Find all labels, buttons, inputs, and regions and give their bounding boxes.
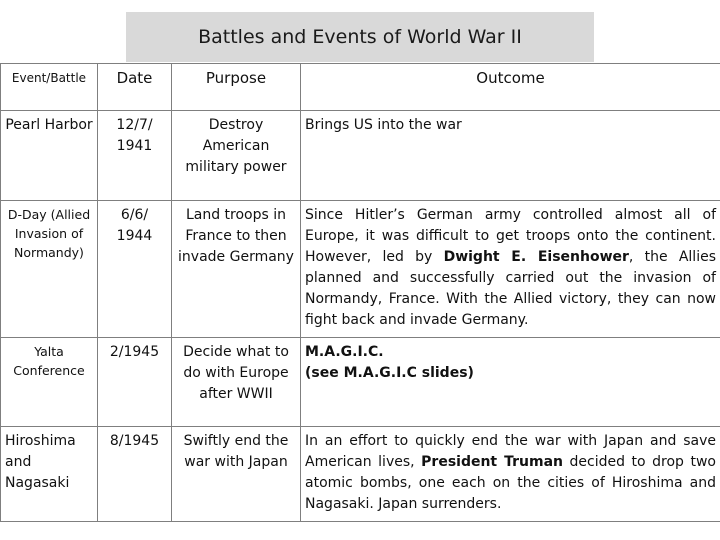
outcome-text: decided to drop two atomic bombs, one each on the cities of Hiroshima and Nagasaki. Japan surrenders. [305, 454, 716, 512]
header-event: Event/Battle [1, 64, 98, 111]
date-cell: 12/7/ 1941 [98, 111, 172, 201]
outcome-cell [301, 201, 720, 338]
header-outcome: Outcome [301, 64, 720, 111]
header-date: Date [98, 64, 172, 111]
purpose-cell: Land troops in France to then invade Germany [172, 201, 301, 338]
event-cell: Hiroshima and Nagasaki [1, 427, 98, 522]
outcome-bold-name: Dwight E. Eisenhower [443, 249, 629, 265]
table-row [1, 427, 720, 522]
date-cell: 2/1945 [98, 338, 172, 427]
outcome-bold-line: (see M.A.G.I.C slides) [305, 365, 474, 381]
outcome-text: Since Hitler’s German army controlled almost all of Europe, it was difficult to get troops onto the continent. However, led by [305, 207, 716, 265]
outcome-text: , the Allies planned and successfully carried out the invasion of Normandy, France. With the Allied victory, they can now fight back and invade Germany. [305, 249, 716, 328]
table-row [1, 201, 720, 338]
outcome-cell: Brings US into the war [301, 111, 720, 201]
date-cell: 6/6/ 1944 [98, 201, 172, 338]
outcome-cell [301, 338, 720, 427]
outcome-bold-line: M.A.G.I.C. [305, 344, 384, 360]
page-title: Battles and Events of World War II [126, 12, 594, 62]
date-cell: 8/1945 [98, 427, 172, 522]
event-cell: D-Day (Allied Invasion of Normandy) [1, 201, 98, 338]
events-table [0, 63, 720, 522]
header-purpose: Purpose [172, 64, 301, 111]
outcome-bold-name: President Truman [421, 454, 563, 470]
table-row [1, 338, 720, 427]
table-header-row [1, 64, 720, 111]
event-cell: Pearl Harbor [1, 111, 98, 201]
outcome-text: In an effort to quickly end the war with Japan and save American lives, [305, 433, 716, 470]
outcome-cell [301, 427, 720, 522]
purpose-cell: Swiftly end the war with Japan [172, 427, 301, 522]
table-row [1, 111, 720, 201]
purpose-cell: Decide what to do with Europe after WWII [172, 338, 301, 427]
purpose-cell: Destroy American military power [172, 111, 301, 201]
event-cell: Yalta Conference [1, 338, 98, 427]
